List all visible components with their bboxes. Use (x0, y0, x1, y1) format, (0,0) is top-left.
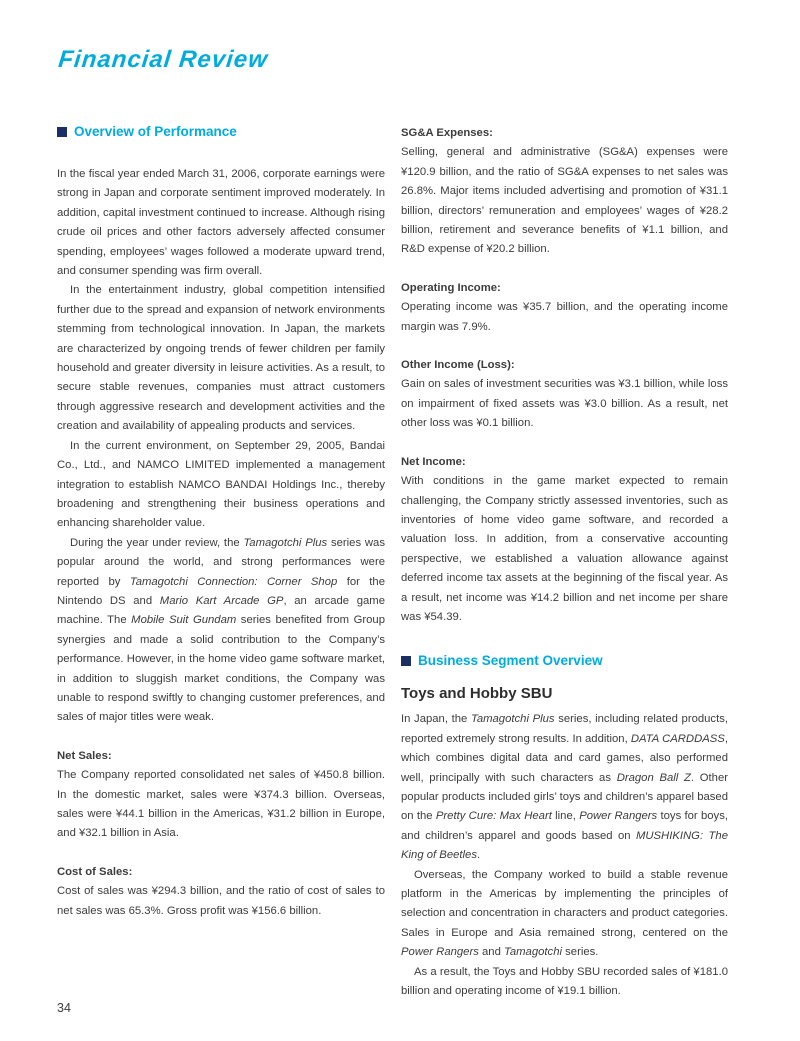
net-income-subheading: Net Income: (401, 455, 466, 468)
business-segment-heading-text: Business Segment Overview (418, 653, 603, 669)
overview-paragraph-3: In the current environment, on September 29, 2005, Bandai Co., Ltd., and NAMCO LIMITED implemented a management integration to establish NAMCO BANDAI Holdings Inc., thereby broadening and strengthening their business operations and enhancing shareholder value. (57, 439, 385, 530)
net-sales-paragraph: The Company reported consolidated net sales of ¥450.8 billion. In the domestic market, sales were ¥374.3 billion. Overseas, sales were ¥44.1 billion in the Americas, ¥31.2 billion in Europe, and ¥32.1 billion in Asia. (57, 769, 385, 840)
overview-heading-text: Overview of Performance (74, 124, 237, 139)
sga-expenses-subheading: SG&A Expenses: (401, 127, 493, 139)
other-income-loss-subheading: Other Income (Loss): (401, 359, 515, 372)
operating-income-paragraph: Operating income was ¥35.7 billion, and the operating income margin was 7.9%. (401, 301, 728, 333)
toys-hobby-paragraph-1: In Japan, the Tamagotchi Plus series, including related products, reported extremely strong results. In addition, DATA CARDDASS, which combines digital data and card games, also performed well, principally with such characters as Dragon Ball Z. Other popular products included girls’ toys and children’s apparel based on the Pretty Cure: Max Heart line, Power Rangers toys for boys, and children’s apparel and goods based on MUSHIKING: The King of Beetles. (401, 713, 728, 862)
right-column (401, 124, 728, 1001)
left-column (57, 124, 385, 1001)
toys-hobby-paragraph-3: As a result, the Toys and Hobby SBU recorded sales of ¥181.0 billion and operating income of ¥19.1 billion. (401, 965, 728, 998)
overview-paragraph-1: In the fiscal year ended March 31, 2006, corporate earnings were strong in Japan and corporate sentiment improved moderately. In addition, capital investment continued to increase. Although rising crude oil prices and other factors adversely affected consumer spending, employees’ wages followed a moderate upward trend, and consumer spending was firm overall. (57, 168, 385, 278)
content-columns (57, 124, 728, 1001)
operating-income-subheading: Operating Income: (401, 281, 501, 294)
toys-hobby-paragraph-2: Overseas, the Company worked to build a stable revenue platform in the Americas by implementing the principles of selection and concentration in characters and product categories. Sales in Europe and Asia remained strong, centered on the Power Rangers and Tamagotchi series. (401, 868, 728, 959)
net-income-paragraph: With conditions in the game market expected to remain challenging, the Company strictly assessed inventories, such as inventories of home video game software, and recorded a valuation loss. In addition, from a conservative accounting perspective, we established a valuation allowance against deferred income tax assets at the beginning of the fiscal year. As a result, net income was ¥14.2 billion and net income per share was ¥54.39. (401, 475, 728, 623)
cost-of-sales-subheading: Cost of Sales: (57, 865, 133, 878)
toys-and-hobby-sbu-heading: Toys and Hobby SBU (401, 685, 553, 703)
business-segment-overview-heading (401, 653, 728, 668)
square-bullet-icon (401, 656, 411, 666)
square-bullet-icon (57, 127, 67, 137)
page-number: 34 (57, 1001, 71, 1015)
overview-of-performance-heading (57, 124, 385, 139)
overview-paragraph-4: During the year under review, the Tamagotchi Plus series was popular around the world, and strong performances were reported by Tamagotchi Connection: Corner Shop for the Nintendo DS and Mario Kart Arcade GP, an arcade game machine. The Mobile Suit Gundam series benefited from Group synergies and made a solid contribution to the Company’s performance. However, in the home video game software market, in addition to sluggish market conditions, the Company was unable to respond swiftly to changing customer preferences, and sales of major titles were weak. (57, 536, 385, 724)
cost-of-sales-paragraph: Cost of sales was ¥294.3 billion, and the ratio of cost of sales to net sales was 65.3%. Gross profit was ¥156.6 billion. (57, 885, 385, 917)
other-income-loss-paragraph: Gain on sales of investment securities was ¥3.1 billion, while loss on impairment of fixed assets was ¥3.0 billion. As a result, net other loss was ¥0.1 billion. (401, 378, 728, 430)
overview-paragraph-2: In the entertainment industry, global competition intensified further due to the spread and expansion of network environments stemming from technological innovation. In Japan, the markets are characterized by ongoing trends of fewer children per family household and greater diversity in leisure activities. As a result, to secure stable revenues, companies must attract customers through aggressive research and development activities and the creation and availability of appealing products and services. (57, 284, 385, 433)
financial-review-logo: Financial Review (57, 46, 270, 73)
net-sales-subheading: Net Sales: (57, 749, 112, 762)
sga-expenses-paragraph: Selling, general and administrative (SG&A) expenses were ¥120.9 billion, and the ratio of SG&A expenses to net sales was 26.8%. Major items included advertising and promotion of ¥31.1 billion, directors’ remuneration and employees’ wages of ¥28.2 billion, retirement and severance benefits of ¥1.1 billion, and R&D expense of ¥20.2 billion. (401, 146, 728, 256)
